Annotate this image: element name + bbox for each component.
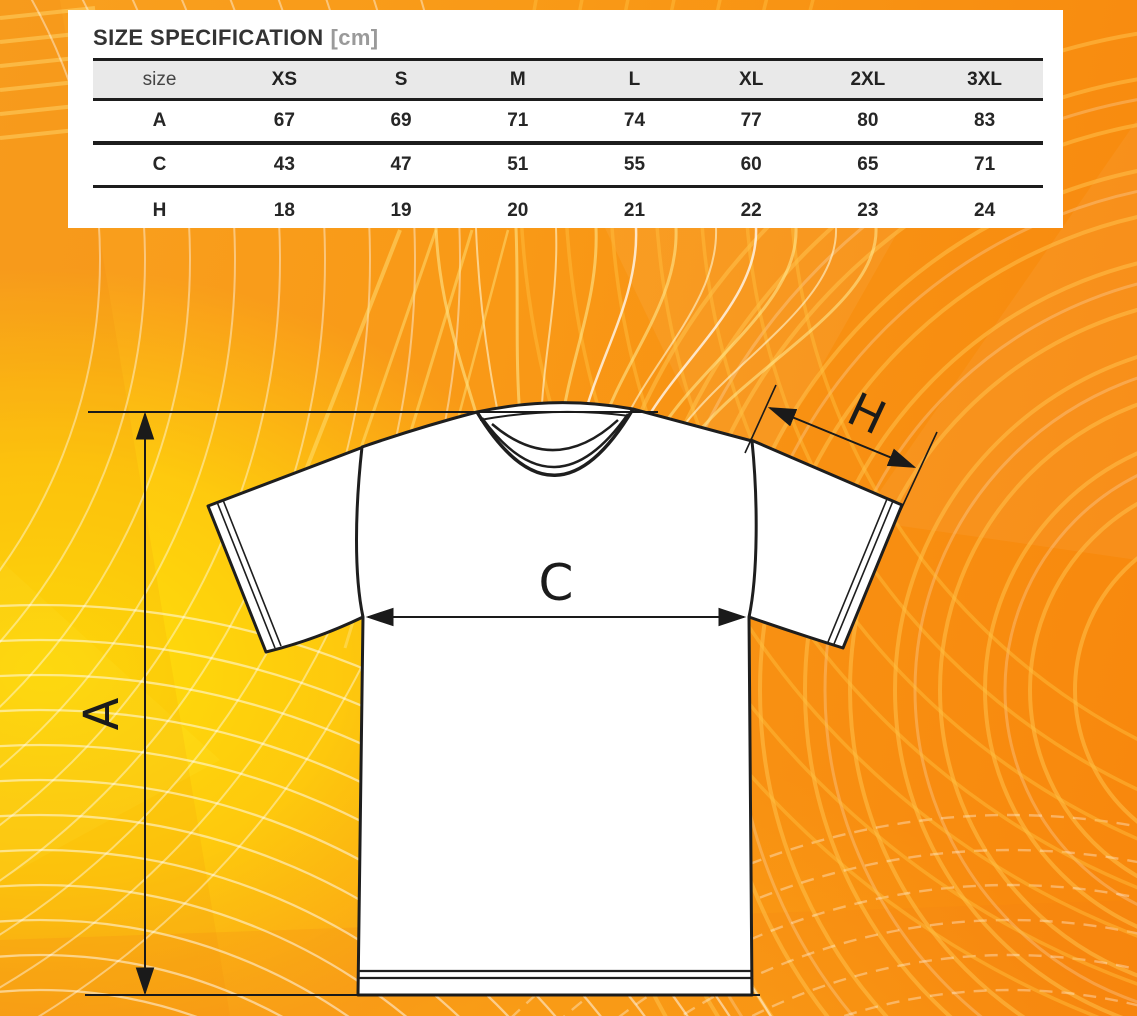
- table-cell: 60: [740, 154, 762, 175]
- table-cell: 51: [507, 154, 529, 175]
- column-header-2xl: 2XL: [850, 68, 886, 90]
- table-cell: 69: [390, 110, 412, 131]
- table-cell: 83: [974, 110, 996, 131]
- column-header-xl: XL: [739, 68, 764, 90]
- table-cell: 65: [857, 154, 879, 175]
- table-cell: 43: [273, 154, 295, 175]
- column-header-m: M: [509, 68, 526, 90]
- column-header-size: size: [142, 68, 177, 90]
- table-cell: 23: [857, 199, 879, 221]
- table-cell: 22: [740, 199, 762, 221]
- column-header-s: S: [394, 68, 408, 90]
- table-cell: 24: [974, 199, 996, 221]
- table-row-a: [93, 100, 1043, 144]
- table-cell: 77: [740, 110, 762, 131]
- tshirt-left-sleeve: [208, 446, 366, 652]
- table-cell: 71: [507, 110, 529, 131]
- row-label: C: [152, 154, 167, 175]
- dimension-label-a: A: [74, 697, 130, 731]
- table-cell: 80: [857, 110, 879, 131]
- table-cell: 67: [273, 110, 295, 131]
- table-cell: 74: [623, 110, 646, 131]
- table-row-h: [93, 187, 1043, 234]
- column-header-l: L: [628, 68, 641, 90]
- row-label: H: [152, 199, 167, 221]
- panel-title-unit: [cm]: [330, 25, 379, 50]
- column-header-3xl: 3XL: [967, 68, 1003, 90]
- dimension-label-c: C: [538, 554, 574, 612]
- size-table: [93, 58, 1043, 233]
- column-header-xs: XS: [271, 68, 298, 90]
- panel-title: [93, 25, 1063, 51]
- table-cell: 18: [273, 199, 295, 221]
- tshirt-right-sleeve: [749, 440, 902, 648]
- table-cell: 47: [390, 154, 412, 175]
- table-cell: 71: [974, 154, 996, 175]
- size-spec-panel: [68, 10, 1063, 228]
- table-cell: 55: [623, 154, 646, 175]
- table-cell: 20: [507, 199, 529, 221]
- size-table-header: [93, 60, 1043, 100]
- dimension-label-h: H: [839, 381, 894, 446]
- table-cell: 19: [390, 199, 412, 221]
- header-row: [93, 60, 1043, 100]
- tshirt-body: [357, 403, 757, 995]
- table-row-c: [93, 143, 1043, 187]
- panel-title-text: SIZE SPECIFICATION: [93, 25, 324, 50]
- extension-line-h-right: [897, 432, 937, 518]
- row-label: A: [152, 110, 167, 131]
- table-cell: 21: [623, 199, 646, 221]
